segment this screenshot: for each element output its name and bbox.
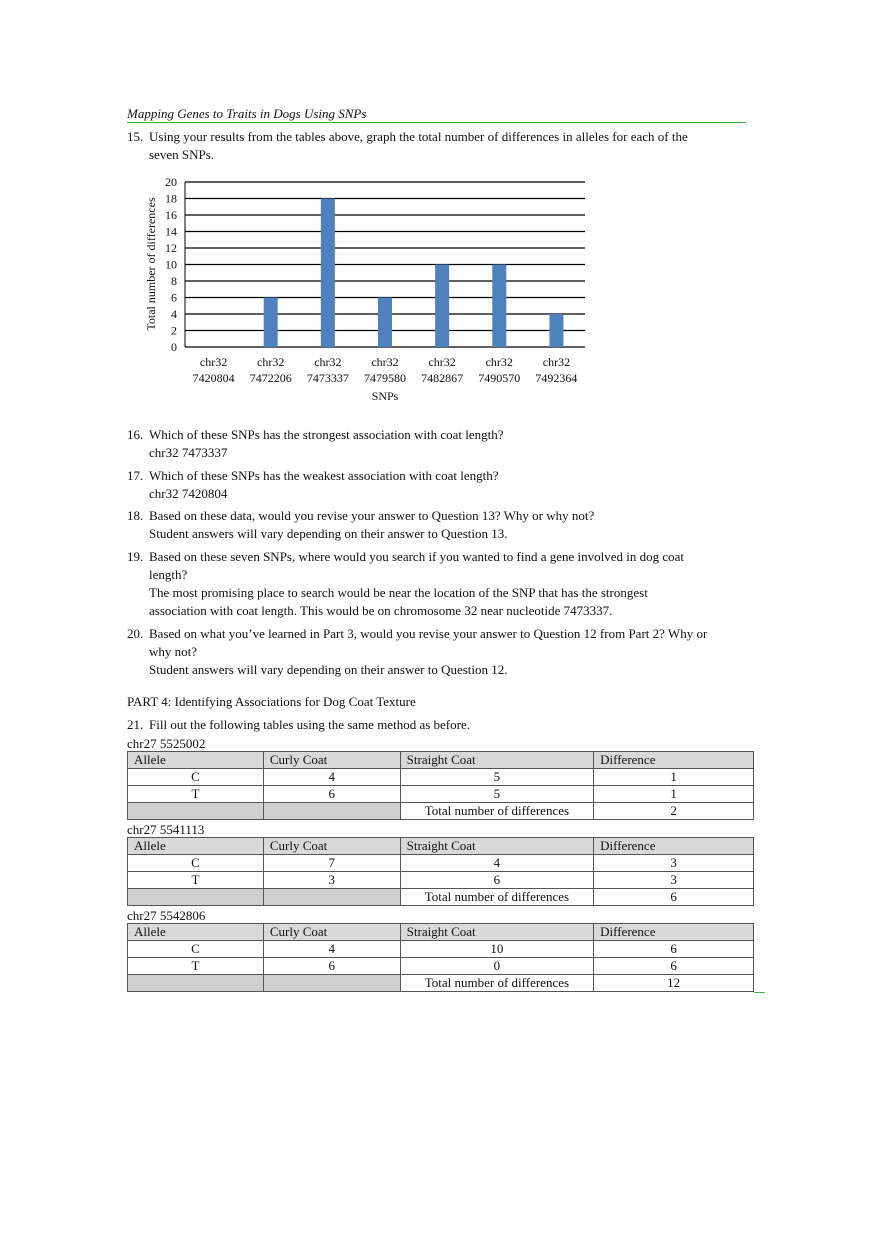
question-number: 18. (127, 508, 144, 523)
total-value: 6 (594, 889, 754, 906)
table-total-row (128, 975, 754, 992)
header-cell: Straight Coat (400, 838, 593, 855)
question-text: Based on these data, would you revise your answer to Question 13? Why or why not? (149, 508, 595, 523)
x-tick-label: 7482867 (421, 371, 464, 385)
total-label: Total number of differences (400, 975, 593, 992)
question-18 (127, 507, 727, 543)
x-axis-label: SNPs (371, 389, 399, 403)
question-number: 21. (127, 717, 144, 732)
question-text: Fill out the following tables using the same method as before. (149, 717, 470, 732)
bar (435, 265, 449, 348)
table-total-row (128, 803, 754, 820)
allele-table (127, 923, 754, 992)
table-row (128, 786, 754, 803)
question-21 (127, 716, 727, 734)
answer-text: The most promising place to search would be near the location of the SNP that has the strongest association with coat length. This would be on chromosome 32 near nucleotide 7473337. (149, 585, 648, 618)
shaded-cell (263, 975, 400, 992)
decorative-rule (754, 992, 765, 993)
bar (264, 298, 278, 348)
table-label: chr27 5542806 (127, 908, 206, 923)
question-text: Based on what you’ve learned in Part 3, would you revise your answer to Question 12 from Part 2? Why or why not? (149, 626, 708, 659)
answer-text: Student answers will vary depending on their answer to Question 12. (149, 662, 508, 677)
y-tick-label: 20 (165, 175, 177, 189)
table-cell: 3 (594, 855, 754, 872)
page-header: Mapping Genes to Traits in Dogs Using SNPs (127, 106, 746, 123)
header-cell: Curly Coat (263, 838, 400, 855)
table-cell: T (128, 786, 264, 803)
answer-text: chr32 7420804 (149, 486, 228, 501)
y-tick-label: 6 (171, 290, 177, 305)
y-tick-label: 4 (171, 307, 177, 321)
table-cell: 1 (594, 786, 754, 803)
header-cell: Allele (128, 838, 264, 855)
table-row (128, 958, 754, 975)
y-tick-label: 14 (165, 224, 177, 239)
table-row (128, 769, 754, 786)
x-tick-label: 7492364 (535, 371, 578, 385)
y-tick-label: 18 (165, 191, 177, 206)
chart-bars (264, 199, 564, 348)
total-label: Total number of differences (400, 889, 593, 906)
header-cell: Difference (594, 752, 754, 769)
header-cell: Straight Coat (400, 752, 593, 769)
question-number: 20. (127, 626, 144, 641)
question-text: Which of these SNPs has the weakest association with coat length? (149, 468, 499, 483)
x-tick-label: chr32 (542, 355, 571, 369)
bar (378, 298, 392, 348)
table-row (128, 855, 754, 872)
table-cell: C (128, 855, 264, 872)
total-value: 2 (594, 803, 754, 820)
x-tick-label: chr32 (314, 355, 342, 369)
y-tick-label: 8 (171, 274, 177, 288)
x-tick-label: chr32 (371, 355, 399, 369)
answer-text: Student answers will vary depending on their answer to Question 13. (149, 526, 508, 541)
shaded-cell (128, 889, 264, 906)
x-tick-labels (193, 355, 578, 385)
x-tick-label: 7420804 (192, 371, 235, 385)
table-cell: T (128, 872, 264, 889)
bar (492, 265, 506, 348)
table-label: chr27 5525002 (127, 736, 206, 751)
y-tick-label: 16 (165, 208, 177, 222)
table-cell: 0 (400, 958, 593, 975)
table-cell: 6 (400, 872, 593, 889)
table-header-row (128, 752, 754, 769)
table-header-row (128, 838, 754, 855)
y-tick-label: 2 (171, 323, 177, 338)
question-number: 15. (127, 129, 144, 144)
question-text: Based on these seven SNPs, where would you search if you wanted to find a gene involved in dog coat length? (149, 549, 685, 582)
y-tick-label: 10 (165, 257, 177, 272)
question-15 (127, 128, 707, 164)
total-value: 12 (594, 975, 754, 992)
table-row (128, 872, 754, 889)
table-cell: 4 (400, 855, 593, 872)
table-label: chr27 5541113 (127, 822, 205, 837)
answer-text: chr32 7473337 (149, 445, 228, 460)
shaded-cell (263, 803, 400, 820)
header-cell: Difference (594, 924, 754, 941)
x-tick-label: 7473337 (306, 371, 349, 385)
table-cell: 6 (263, 786, 400, 803)
question-number: 19. (127, 549, 144, 564)
table-cell: 10 (400, 941, 593, 958)
shaded-cell (128, 975, 264, 992)
table-cell: 6 (263, 958, 400, 975)
y-tick-labels (165, 175, 177, 354)
table-cell: C (128, 769, 264, 786)
header-cell: Curly Coat (263, 924, 400, 941)
table-cell: 3 (263, 872, 400, 889)
y-axis-label: Total number of differences (144, 197, 158, 331)
question-text: Using your results from the tables above, graph the total number of differences in alleles for each of the seven SNPs. (149, 129, 688, 162)
x-tick-label: chr32 (428, 355, 456, 369)
bar (549, 314, 563, 347)
x-tick-label: chr32 (485, 355, 513, 369)
table-cell: 5 (400, 769, 593, 786)
shaded-cell (128, 803, 264, 820)
header-cell: Curly Coat (263, 752, 400, 769)
table-cell: 6 (594, 941, 754, 958)
table-cell: 7 (263, 855, 400, 872)
allele-table (127, 751, 754, 820)
x-tick-label: 7479580 (364, 371, 406, 385)
table-cell: 3 (594, 872, 754, 889)
question-16 (127, 426, 727, 462)
y-tick-label: 12 (165, 241, 177, 255)
table-cell: 4 (263, 769, 400, 786)
total-label: Total number of differences (400, 803, 593, 820)
x-tick-label: chr32 (257, 355, 285, 369)
y-tick-label: 0 (171, 340, 177, 354)
header-cell: Allele (128, 924, 264, 941)
question-19 (127, 548, 697, 620)
header-cell: Allele (128, 752, 264, 769)
table-cell: T (128, 958, 264, 975)
x-tick-label: 7472206 (249, 371, 292, 385)
table-total-row (128, 889, 754, 906)
question-number: 16. (127, 427, 144, 442)
table-header-row (128, 924, 754, 941)
question-text: Which of these SNPs has the strongest association with coat length? (149, 427, 504, 442)
table-cell: C (128, 941, 264, 958)
table-cell: 5 (400, 786, 593, 803)
question-17 (127, 467, 727, 503)
bar (321, 199, 335, 348)
part-4-heading: PART 4: Identifying Associations for Dog Coat Texture (127, 694, 416, 709)
bar-chart (140, 172, 600, 412)
header-cell: Straight Coat (400, 924, 593, 941)
x-tick-label: chr32 (199, 355, 228, 369)
table-row (128, 941, 754, 958)
allele-table (127, 837, 754, 906)
question-number: 17. (127, 468, 144, 483)
x-tick-label: 7490570 (478, 371, 521, 385)
table-cell: 6 (594, 958, 754, 975)
question-20 (127, 625, 717, 679)
table-cell: 4 (263, 941, 400, 958)
header-cell: Difference (594, 838, 754, 855)
table-cell: 1 (594, 769, 754, 786)
shaded-cell (263, 889, 400, 906)
